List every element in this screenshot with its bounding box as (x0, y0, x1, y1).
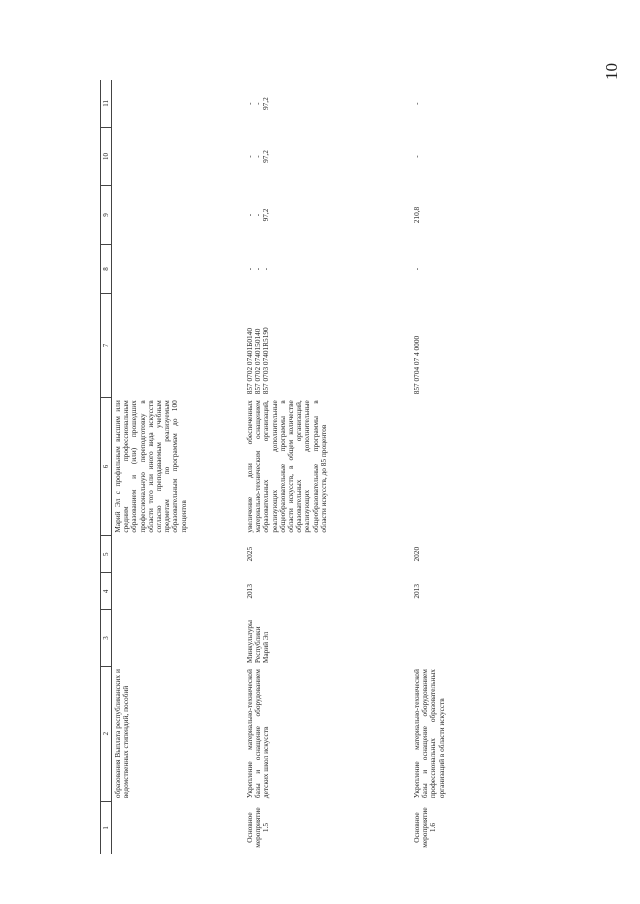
row-col-9 (112, 186, 245, 245)
row-col-9 (244, 186, 411, 245)
row-col-11 (112, 80, 245, 127)
budget-code: 857 0704 07 4 0000 (412, 335, 421, 395)
value-cell: - (245, 102, 254, 105)
page-number: 10 (602, 63, 621, 80)
row-start (112, 573, 245, 610)
table-row (244, 80, 411, 854)
row-name (112, 801, 245, 854)
col-header-9: 9 (101, 186, 112, 245)
row-codes (112, 294, 245, 398)
value-cell: - (261, 267, 271, 271)
value-cell: 210,8 (412, 206, 421, 224)
value-cell: - (245, 213, 254, 217)
value-cell: - (253, 213, 263, 217)
col-header-8: 8 (101, 244, 112, 294)
row-end: 2020 (412, 546, 421, 562)
value-cell: 97,2 (261, 97, 271, 111)
col-header-7: 7 (101, 294, 112, 398)
col-header-3: 3 (101, 610, 112, 666)
value-cell: - (253, 155, 263, 158)
value-cell: - (253, 102, 263, 105)
row-col-10 (411, 127, 535, 186)
value-cell: - (412, 102, 421, 105)
row-col-8 (411, 244, 535, 294)
row-start: 2013 (245, 584, 254, 599)
budget-code: 857 0702 07401Б0140 (245, 328, 254, 395)
col-header-5: 5 (101, 536, 112, 573)
row-codes (244, 294, 411, 398)
rotated-table-container (100, 80, 555, 854)
row-col-11 (411, 80, 535, 127)
row-col-11 (244, 80, 411, 127)
row-col-10 (112, 127, 245, 186)
header-row (101, 80, 112, 854)
col-header-2: 2 (101, 666, 112, 801)
row-col-8 (244, 244, 411, 294)
budget-code: 857 0703 07401R5190 (261, 327, 271, 395)
budget-code: 857 0702 0740150140 (253, 328, 263, 395)
row-executor (411, 610, 535, 666)
row-codes (411, 294, 535, 398)
col-header-11: 11 (101, 80, 112, 127)
row-indicator: увеличение доли обеспеченных материально-техническим оснащением образовательных организаций, реализующих дополнительные общеобразовательные программы в области искусств, в общем количестве образовательных организаций, реализующих дополнительные общеобразовательные программы в области искусств, до 85 процентов (245, 400, 328, 533)
row-name: Основное мероприятие 1.6 (412, 807, 438, 848)
row-measure: Укрепление материально-технической базы и оснащение оборудованием детских школ искусств (245, 669, 271, 799)
table-row (112, 80, 245, 854)
row-col-8 (112, 244, 245, 294)
row-indicator: Марий Эл с профильным высшим или средним профессиональным образованием и (или) прошедших профессиональную переподготовку в области того или иного вида искусств согласно преподаваемым учебным предметам по реализуемым образовательным программам до 100 процентов (113, 400, 188, 533)
row-start: 2013 (412, 584, 421, 599)
col-header-1: 1 (101, 801, 112, 854)
row-measure: образования Выплата республиканских и ведомственных стипендий, пособий (113, 669, 131, 799)
row-indicator (411, 397, 535, 535)
program-table (100, 80, 535, 854)
value-cell: 97,2 (261, 208, 271, 222)
row-end: 2025 (245, 546, 254, 562)
row-executor: Минкультуры Республики Марий Эл (245, 620, 271, 664)
table-row (411, 80, 535, 854)
col-header-6: 6 (101, 397, 112, 535)
value-cell: - (245, 267, 254, 271)
value-cell: - (412, 267, 421, 271)
col-header-10: 10 (101, 127, 112, 186)
value-cell: - (245, 155, 254, 158)
col-header-4: 4 (101, 573, 112, 610)
row-col-10 (244, 127, 411, 186)
value-cell: - (253, 267, 263, 271)
row-end (112, 536, 245, 573)
row-col-9 (411, 186, 535, 245)
row-name: Основное мероприятие 1.5 (245, 807, 271, 848)
value-cell: 97,2 (261, 150, 271, 163)
row-executor (112, 610, 245, 666)
row-measure: Укрепление материально-технической базы и оснащение оборудованием профессиональных образовательных организаций в области искусств (412, 669, 446, 799)
value-cell: - (412, 155, 421, 158)
